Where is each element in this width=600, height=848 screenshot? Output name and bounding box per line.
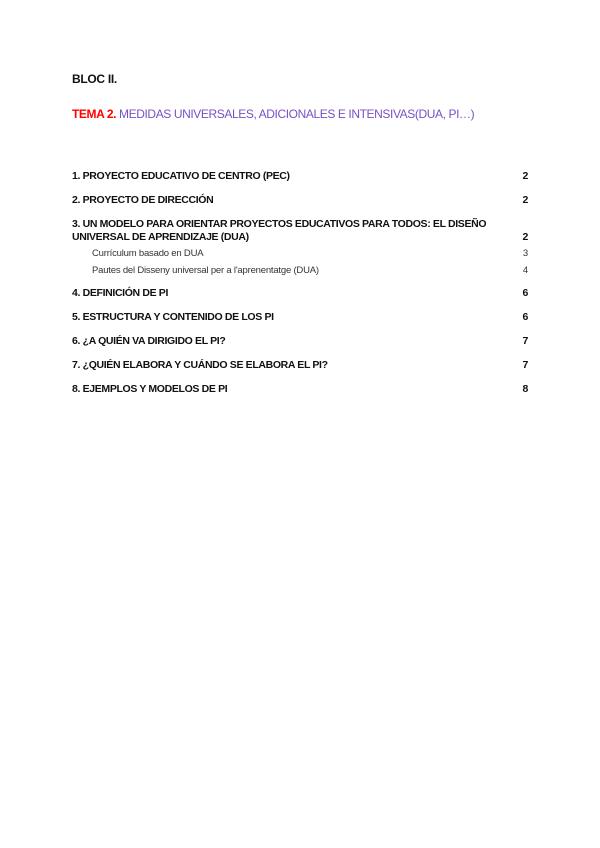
- toc-subentry-page: 3: [522, 248, 528, 259]
- toc-entry-page: 7: [522, 335, 528, 347]
- toc-entry-title: 4. DEFINICIÓN DE PI: [72, 287, 169, 299]
- tema-heading: [72, 107, 474, 121]
- toc-entry-page: 8: [522, 383, 528, 395]
- toc-entry-page: 6: [522, 287, 528, 299]
- bloc-heading: BLOC II.: [72, 72, 117, 86]
- toc-subentry-title: Pautes del Disseny universal per a l'aprenentatge (DUA): [92, 265, 319, 276]
- toc-subentry-title: Currículum basado en DUA: [92, 248, 204, 259]
- toc-entry-title: 3. UN MODELO PARA ORIENTAR PROYECTOS EDUCATIVOS PARA TODOS: EL DISEÑO UNIVERSAL DE APRENDIZAJE (DUA): [72, 218, 487, 243]
- toc-entry-page: 6: [522, 311, 528, 323]
- toc-entry-page: 2: [522, 194, 528, 206]
- toc-entry-title: 7. ¿QUIÉN ELABORA Y CUÁNDO SE ELABORA EL PI?: [72, 359, 328, 371]
- table-of-contents: [72, 170, 528, 407]
- toc-entry-7[interactable]: [72, 359, 528, 372]
- toc-entry-title: 1. PROYECTO EDUCATIVO DE CENTRO (PEC): [72, 170, 290, 182]
- toc-subentry-page: 4: [522, 265, 528, 276]
- toc-subentries: [72, 245, 528, 279]
- toc-entry-page: 2: [522, 170, 528, 182]
- toc-entry-title: 2. PROYECTO DE DIRECCIÓN: [72, 194, 214, 206]
- toc-entry-title: 6. ¿A QUIÉN VA DIRIGIDO EL PI?: [72, 335, 226, 347]
- toc-entry-1[interactable]: [72, 170, 528, 183]
- toc-entry-2[interactable]: [72, 194, 528, 207]
- toc-entry-8[interactable]: [72, 383, 528, 396]
- toc-entry-title: 5. ESTRUCTURA Y CONTENIDO DE LOS PI: [72, 311, 274, 323]
- tema-title: MEDIDAS UNIVERSALES, ADICIONALES E INTENSIVAS(DUA, PI…): [116, 107, 475, 121]
- toc-subentry-1[interactable]: [72, 245, 528, 262]
- toc-entry-4[interactable]: [72, 287, 528, 300]
- toc-entry-5[interactable]: [72, 311, 528, 324]
- toc-entry-page: 2: [522, 231, 528, 243]
- toc-subentry-2[interactable]: [72, 262, 528, 279]
- toc-entry-title: 8. EJEMPLOS Y MODELOS DE PI: [72, 383, 228, 395]
- toc-entry-page: 7: [522, 359, 528, 371]
- toc-entry-3[interactable]: [72, 218, 528, 244]
- tema-label: TEMA 2.: [72, 107, 117, 121]
- toc-entry-6[interactable]: [72, 335, 528, 348]
